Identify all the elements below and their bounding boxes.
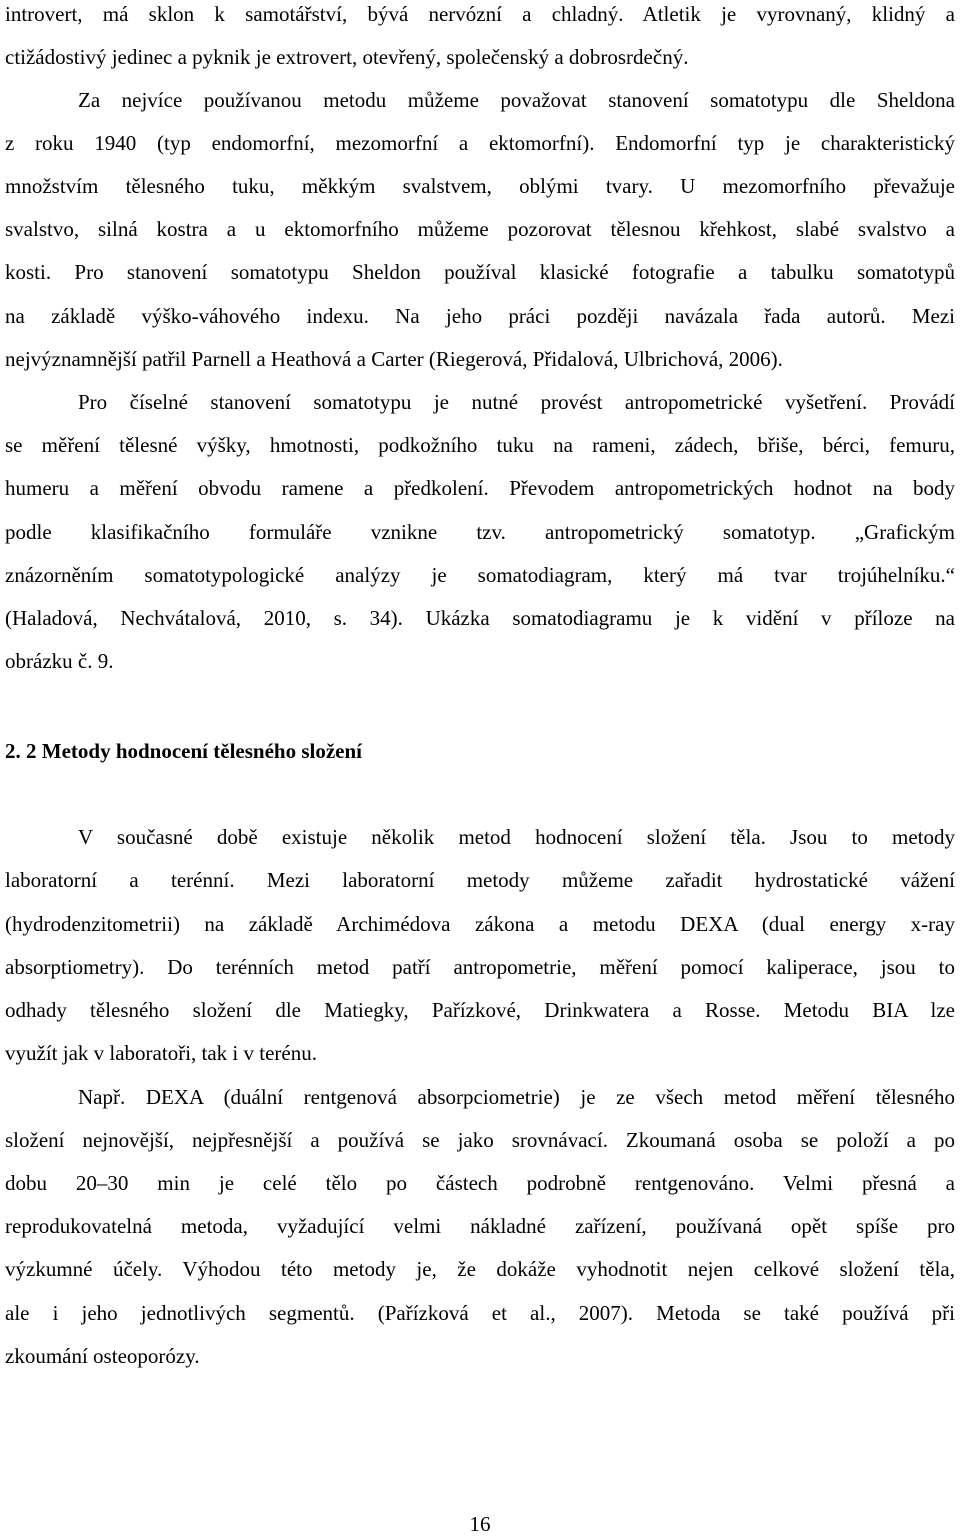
paragraph-line: odhady tělesného složení dle Matiegky, Pařízkové, Drinkwatera a Rosse. Metodu BIA lze — [5, 998, 955, 1022]
paragraph-line: se měření tělesné výšky, hmotnosti, podkožního tuku na rameni, zádech, břiše, bérci, femuru, — [5, 433, 955, 457]
paragraph-line: znázorněním somatotypologické analýzy je somatodiagram, který má tvar trojúhelníku.“ — [5, 563, 955, 587]
paragraph-line: (Haladová, Nechvátalová, 2010, s. 34). Ukázka somatodiagramu je k vidění v příloze na — [5, 606, 955, 630]
paragraph-line: kosti. Pro stanovení somatotypu Sheldon používal klasické fotografie a tabulku somatotypů — [5, 260, 955, 284]
paragraph-line: využít jak v laboratoři, tak i v terénu. — [5, 1041, 317, 1065]
paragraph-line: ale i jeho jednotlivých segmentů. (Pařízková et al., 2007). Metoda se také používá při — [5, 1301, 955, 1325]
paragraph-line: výzkumné účely. Výhodou této metody je, že dokáže vyhodnotit nejen celkové složení těla, — [5, 1257, 955, 1281]
paragraph-line: zkoumání osteoporózy. — [5, 1344, 200, 1368]
paragraph-line: Např. DEXA (duální rentgenová absorpciometrie) je ze všech metod měření tělesného — [78, 1085, 955, 1109]
paragraph-line: ctižádostivý jedinec a pyknik je extrovert, otevřený, společenský a dobrosrdečný. — [5, 45, 689, 69]
page-number: 16 — [469, 1512, 491, 1536]
paragraph-line: složení nejnovější, nejpřesnější a používá se jako srovnávací. Zkoumaná osoba se položí a po — [5, 1128, 955, 1152]
paragraph-line: na základě výško-váhového indexu. Na jeho práci později navázala řada autorů. Mezi — [5, 304, 955, 328]
paragraph-line: V současné době existuje několik metod hodnocení složení těla. Jsou to metody — [78, 825, 955, 849]
paragraph-line: laboratorní a terénní. Mezi laboratorní metody můžeme zařadit hydrostatické vážení — [5, 868, 955, 892]
paragraph-line: reprodukovatelná metoda, vyžadující velmi nákladné zařízení, používaná opět spíše pro — [5, 1214, 955, 1238]
paragraph-line: (hydrodenzitometrii) na základě Archimédova zákona a metodu DEXA (dual energy x-ray — [5, 912, 955, 936]
paragraph-line: dobu 20–30 min je celé tělo po částech podrobně rentgenováno. Velmi přesná a — [5, 1171, 955, 1195]
paragraph-line: z roku 1940 (typ endomorfní, mezomorfní a ektomorfní). Endomorfní typ je charakteristický — [5, 131, 955, 155]
paragraph-line: Za nejvíce používanou metodu můžeme považovat stanovení somatotypu dle Sheldona — [78, 88, 955, 112]
paragraph-line: absorptiometry). Do terénních metod patří antropometrie, měření pomocí kaliperace, jsou to — [5, 955, 955, 979]
paragraph-line: humeru a měření obvodu ramene a předkolení. Převodem antropometrických hodnot na body — [5, 476, 955, 500]
paragraph-line: introvert, má sklon k samotářství, bývá nervózní a chladný. Atletik je vyrovnaný, klidný a — [5, 2, 955, 26]
paragraph-line: podle klasifikačního formuláře vznikne tzv. antropometrický somatotyp. „Grafickým — [5, 520, 955, 544]
section-heading: 2. 2 Metody hodnocení tělesného složení — [5, 739, 362, 763]
paragraph-line: svalstvo, silná kostra a u ektomorfního můžeme pozorovat tělesnou křehkost, slabé svalstvo a — [5, 217, 955, 241]
paragraph-line: množstvím tělesného tuku, měkkým svalstvem, oblými tvary. U mezomorfního převažuje — [5, 174, 955, 198]
paragraph-line: obrázku č. 9. — [5, 649, 114, 673]
paragraph-line: Pro číselné stanovení somatotypu je nutné provést antropometrické vyšetření. Provádí — [78, 390, 955, 414]
paragraph-line: nejvýznamnější patřil Parnell a Heathová a Carter (Riegerová, Přidalová, Ulbrichová, 2006). — [5, 347, 783, 371]
